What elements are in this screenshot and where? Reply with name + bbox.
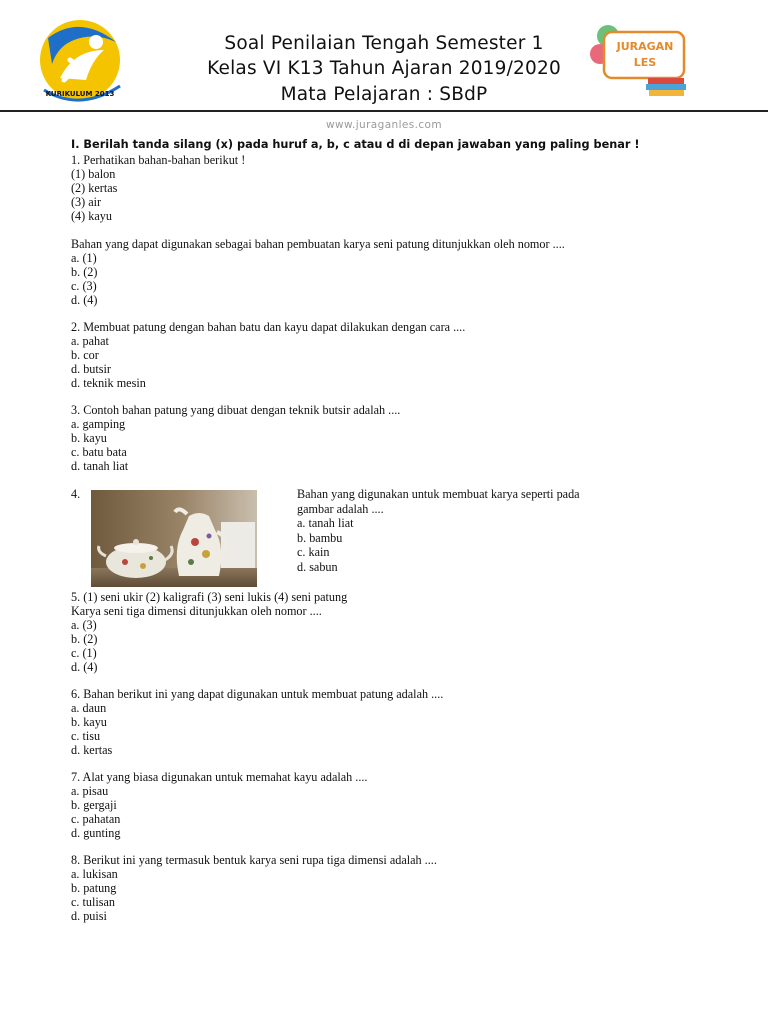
q7-option-d: d. gunting [71, 826, 121, 840]
q5-option-c: c. (1) [71, 646, 97, 660]
q4-number: 4. [71, 487, 81, 501]
q5-stem: Karya seni tiga dimensi ditunjukkan oleh nomor .... [71, 604, 322, 618]
q6-option-a: a. daun [71, 701, 107, 715]
q4-option-a: a. tanah liat [297, 516, 354, 530]
ceramic-teapot-photo [91, 490, 257, 587]
q6-option-b: b. kayu [71, 715, 107, 729]
juragan-les-logo [588, 20, 688, 98]
q1-option-a: a. (1) [71, 251, 97, 265]
q3-stem: 3. Contoh bahan patung yang dibuat dengan teknik butsir adalah .... [71, 403, 401, 417]
q1-intro: 1. Perhatikan bahan-bahan berikut ! [71, 153, 246, 167]
q3-option-d: d. tanah liat [71, 459, 129, 473]
q8-stem: 8. Berikut ini yang termasuk bentuk karya seni rupa tiga dimensi adalah .... [71, 853, 437, 867]
q1-stem: Bahan yang dapat digunakan sebagai bahan pembuatan karya seni patung ditunjukkan oleh nomor .... [71, 237, 565, 251]
q5-statement: 5. (1) seni ukir (2) kaligrafi (3) seni lukis (4) seni patung [71, 590, 348, 604]
q1-option-c: c. (3) [71, 279, 97, 293]
q4-option-c: c. kain [297, 545, 330, 559]
logo-les-text: LES [633, 56, 657, 69]
q7-stem: 7. Alat yang biasa digunakan untuk memahat kayu adalah .... [71, 770, 368, 784]
q6-option-d: d. kertas [71, 743, 113, 757]
q1-option-d: d. (4) [71, 293, 98, 307]
website-watermark: www.juraganles.com [325, 119, 443, 131]
q8-option-a: a. lukisan [71, 867, 118, 881]
q8-option-d: d. puisi [71, 909, 107, 923]
q1-item: (2) kertas [71, 181, 118, 195]
q7-option-a: a. pisau [71, 784, 109, 798]
q4-option-b: b. bambu [297, 531, 343, 545]
q2-option-b: b. cor [71, 348, 99, 362]
q6-stem: 6. Bahan berikut ini yang dapat digunakan untuk membuat patung adalah .... [71, 687, 444, 701]
instruction-heading: I. Berilah tanda silang (x) pada huruf a, b, c atau d di depan jawaban yang paling benar ! [71, 138, 640, 151]
q4-stem-line-2: gambar adalah .... [297, 502, 384, 516]
q3-option-c: c. batu bata [71, 445, 127, 459]
q5-option-b: b. (2) [71, 632, 98, 646]
kurikulum-logo-label: KURIKULUM 2013 [45, 90, 115, 98]
q5-option-d: d. (4) [71, 660, 98, 674]
q7-option-b: b. gergaji [71, 798, 117, 812]
q6-option-c: c. tisu [71, 729, 101, 743]
page-title-line-3: Mata Pelajaran : SBdP [280, 84, 488, 105]
page-title-line-2: Kelas VI K13 Tahun Ajaran 2019/2020 [207, 58, 561, 79]
q4-stem-line-1: Bahan yang digunakan untuk membuat karya seperti pada [297, 487, 580, 501]
q7-option-c: c. pahatan [71, 812, 121, 826]
q3-option-a: a. gamping [71, 417, 126, 431]
header-divider [0, 110, 768, 112]
q1-option-b: b. (2) [71, 265, 98, 279]
logo-juragan-text: JURAGAN [616, 40, 674, 53]
q2-option-c: d. butsir [71, 362, 111, 376]
q2-option-a: a. pahat [71, 334, 109, 348]
q1-item: (3) air [71, 195, 102, 209]
q1-item: (1) balon [71, 167, 116, 181]
q4-option-d: d. sabun [297, 560, 338, 574]
q3-option-b: b. kayu [71, 431, 107, 445]
q2-stem: 2. Membuat patung dengan bahan batu dan kayu dapat dilakukan dengan cara .... [71, 320, 466, 334]
q1-item: (4) kayu [71, 209, 112, 223]
q2-option-d: d. teknik mesin [71, 376, 146, 390]
q5-option-a: a. (3) [71, 618, 97, 632]
page-title-line-1: Soal Penilaian Tengah Semester 1 [224, 33, 544, 54]
q8-option-b: b. patung [71, 881, 117, 895]
q8-option-c: c. tulisan [71, 895, 116, 909]
